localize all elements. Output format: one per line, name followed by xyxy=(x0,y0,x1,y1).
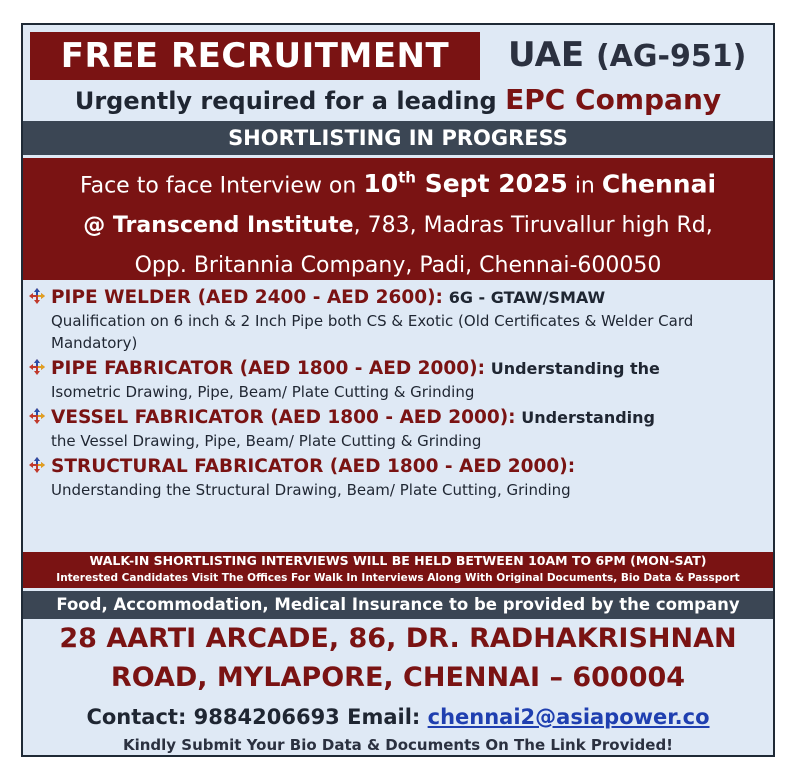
job-title: VESSEL FABRICATOR (AED 1800 - AED 2000): xyxy=(51,407,516,428)
interview-city: Chennai xyxy=(601,169,717,199)
interview-prefix: Face to face Interview on xyxy=(79,173,357,199)
four-way-arrow-icon xyxy=(29,359,45,375)
job-item-vessel-fabricator xyxy=(29,405,763,452)
job-list xyxy=(23,283,773,551)
intro-text: Urgently required for a leading xyxy=(74,87,497,115)
job-description: Isometric Drawing, Pipe, Beam/ Plate Cutting & Grinding xyxy=(51,383,475,401)
job-lead: Understanding the xyxy=(490,359,660,378)
benefits-banner: Food, Accommodation, Medical Insurance to be provided by the company xyxy=(23,591,773,619)
job-title: PIPE FABRICATOR (AED 1800 - AED 2000): xyxy=(51,358,485,379)
job-lead: 6G - GTAW/SMAW xyxy=(448,288,606,307)
interview-day: 10 xyxy=(363,169,399,199)
interview-banner xyxy=(23,158,773,280)
job-description: Understanding the Structural Drawing, Beam/ Plate Cutting, Grinding xyxy=(51,481,571,499)
contact-phone[interactable]: 9884206693 xyxy=(193,705,340,729)
job-lead: Understanding xyxy=(521,408,655,427)
email-label: Email: xyxy=(347,705,421,729)
poster xyxy=(21,23,775,757)
job-code: (AG-951) xyxy=(595,39,747,74)
job-title: PIPE WELDER (AED 2400 - AED 2600): xyxy=(51,287,443,308)
venue-name: Transcend Institute xyxy=(112,213,354,239)
job-description: Qualification on 6 inch & 2 Inch Pipe both CS & Exotic (Old Certificates & Welder Card Mandatory) xyxy=(51,312,694,352)
four-way-arrow-icon xyxy=(29,288,45,304)
walkin-hours: WALK-IN SHORTLISTING INTERVIEWS WILL BE HELD BETWEEN 10AM TO 6PM (MON-SAT) xyxy=(89,553,707,568)
contact-line xyxy=(23,701,773,733)
office-address xyxy=(23,619,773,697)
free-recruitment-badge: FREE RECRUITMENT xyxy=(30,32,480,80)
contact-label: Contact: xyxy=(86,705,187,729)
company-name: EPC Company xyxy=(505,83,722,116)
job-item-pipe-welder xyxy=(29,285,763,354)
venue-at: @ xyxy=(83,213,106,239)
interview-in: in xyxy=(574,173,595,199)
status-banner: SHORTLISTING IN PROGRESS xyxy=(23,121,773,155)
country-name: UAE xyxy=(508,35,585,75)
venue-landmark: Opp. Britannia Company, Padi, Chennai-600050 xyxy=(134,253,662,279)
job-item-pipe-fabricator xyxy=(29,356,763,403)
job-item-structural-fabricator xyxy=(29,454,763,501)
walkin-banner xyxy=(23,552,773,588)
venue-line xyxy=(23,206,773,246)
walkin-instructions: Interested Candidates Visit The Offices For Walk In Interviews Along With Original Documents, Bio Data & Passport xyxy=(56,572,740,584)
interview-date: Sept 2025 xyxy=(424,169,568,199)
intro-line xyxy=(23,83,773,118)
four-way-arrow-icon xyxy=(29,408,45,424)
address-line-1: 28 AARTI ARCADE, 86, DR. RADHAKRISHNAN xyxy=(59,623,737,654)
address-line-2: ROAD, MYLAPORE, CHENNAI – 600004 xyxy=(110,662,686,693)
job-title: STRUCTURAL FABRICATOR (AED 1800 - AED 2000): xyxy=(51,456,576,477)
venue-address: , 783, Madras Tiruvallur high Rd, xyxy=(353,213,713,239)
interview-day-suffix: th xyxy=(398,169,416,187)
footer-note: Kindly Submit Your Bio Data & Documents On The Link Provided! xyxy=(122,736,674,754)
country-heading xyxy=(508,33,746,79)
email-link[interactable]: chennai2@asiapower.co xyxy=(427,705,710,729)
four-way-arrow-icon xyxy=(29,457,45,473)
job-description: the Vessel Drawing, Pipe, Beam/ Plate Cutting & Grinding xyxy=(51,432,482,450)
interview-date-line xyxy=(23,158,773,206)
